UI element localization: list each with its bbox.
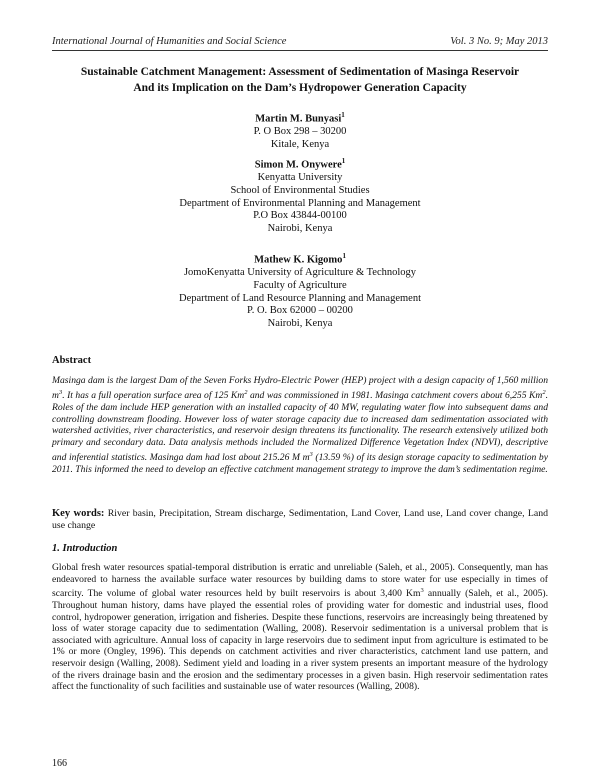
author-block-3 bbox=[52, 250, 548, 330]
running-header bbox=[52, 36, 548, 51]
author-name: Simon M. Onywere$^1$ bbox=[254, 157, 346, 171]
author-list bbox=[52, 109, 548, 330]
title-line-2: And its Implication on the Dam’s Hydropower Generation Capacity bbox=[133, 82, 467, 94]
affiliation-line: Nairobi, Kenya bbox=[267, 222, 333, 234]
paper-title bbox=[52, 64, 548, 96]
affiliation-line: Faculty of Agriculture bbox=[253, 280, 347, 292]
keywords-text: River basin, Precipitation, Stream discharge, Sedimentation, Land Cover, Land use, Land cover change, Land use change bbox=[52, 508, 548, 531]
author-name: Martin M. Bunyasi$^1$ bbox=[255, 111, 345, 125]
page-number: 166 bbox=[52, 758, 67, 769]
title-line-1: Sustainable Catchment Management: Assessment of Sedimentation of Masinga Reservoir bbox=[80, 66, 520, 78]
journal-name: International Journal of Humanities and Social Science bbox=[52, 36, 287, 47]
affiliation-line: Department of Environmental Planning and Management bbox=[179, 197, 421, 209]
author-block-2 bbox=[52, 155, 548, 235]
keywords-label: Key words: bbox=[52, 508, 105, 519]
abstract-heading: Abstract bbox=[52, 355, 92, 366]
affiliation-line: P. O Box 298 – 30200 bbox=[253, 126, 347, 138]
affiliation-line: JomoKenyatta University of Agriculture & Technology bbox=[183, 267, 417, 279]
author-name: Mathew K. Kigomo$^1$ bbox=[254, 252, 346, 266]
affiliation-line: School of Environmental Studies bbox=[230, 184, 370, 196]
affiliation-line: P. O. Box 62000 – 00200 bbox=[247, 305, 353, 317]
keywords bbox=[52, 508, 548, 532]
author-block-1 bbox=[52, 109, 548, 151]
affiliation-line: P.O Box 43844-00100 bbox=[253, 210, 347, 222]
affiliation-line: Kitale, Kenya bbox=[270, 138, 330, 150]
affiliation-line: Department of Land Resource Planning and Management bbox=[178, 292, 421, 304]
affiliation-line: Kenyatta University bbox=[257, 172, 343, 184]
volume-info: Vol. 3 No. 9; May 2013 bbox=[450, 36, 548, 47]
introduction-text: Global fresh water resources spatial-temporal distribution is erratic and unreliable (Saleh, et al., 2005). Consequently, man has endeavored to harness the available surface water resources by building dams to store water for use especially in times of scarcity. The volume of global water resources held by built reservoirs is about 3,400 Km$^3$ annually (Saleh, et al., 2005). Throughout human history, dams have played the essential roles of providing water for domestic and industrial uses, flood control, hydropower generation, irrigation and fisheries. Despite these functions, reservoirs are increasingly being threatened by loss of water storage capacity due to sedimentation (Walling, 2008). Reservoir sedimentation is a universal problem that is associated with agriculture. Annual loss of capacity in large reservoirs due to sediment input from agriculture is estimated to be 1% or more (Ongley, 1996). This depends on catchment activities and river characteristics, catchment land use pattern, and reservoir design (Walling, 2008). Sediment yield and loading in a river system presents an important measure of the hydrology of the rivers drainage basin and the erosion and the sedimentary processes in a given basin. High reservoir sedimentation rates affect the functionality of such facilities and sustainable use of water resources (Walling, 2008). bbox=[52, 562, 549, 693]
introduction-heading: 1. Introduction bbox=[52, 543, 118, 554]
abstract-text: Masinga dam is the largest Dam of the Seven Forks Hydro-Electric Power (HEP) project with a design capacity of 1,560 million $m^3$. It has a full operation surface area of 125 Km$^2$ and was commissioned in 1981. Masinga catchment covers about 6,255 Km$^2$. Roles of the dam include HEP generation with an installed capacity of 40 MW, regulating water flow into subsequent dams and controlling downstream flooding. However loss of water storage capacity due to increased dam sedimentation associated with watershed activities, river characteristics, and reservoir design threatens its functionality. The research extensively utilized both primary and secondary data. Data analysis methods included the Normalized Difference Vegetation Index (NDVI), descriptive and inferential statistics. Masinga dam had lost about 215.26 M $m^3$ (13.59 %) of its design storage capacity to sedimentation by 2011. This informed the need to develop an effective catchment management strategy to improve the dam’s sedimentation regime. bbox=[52, 375, 548, 475]
affiliation-line: Nairobi, Kenya bbox=[267, 317, 333, 329]
